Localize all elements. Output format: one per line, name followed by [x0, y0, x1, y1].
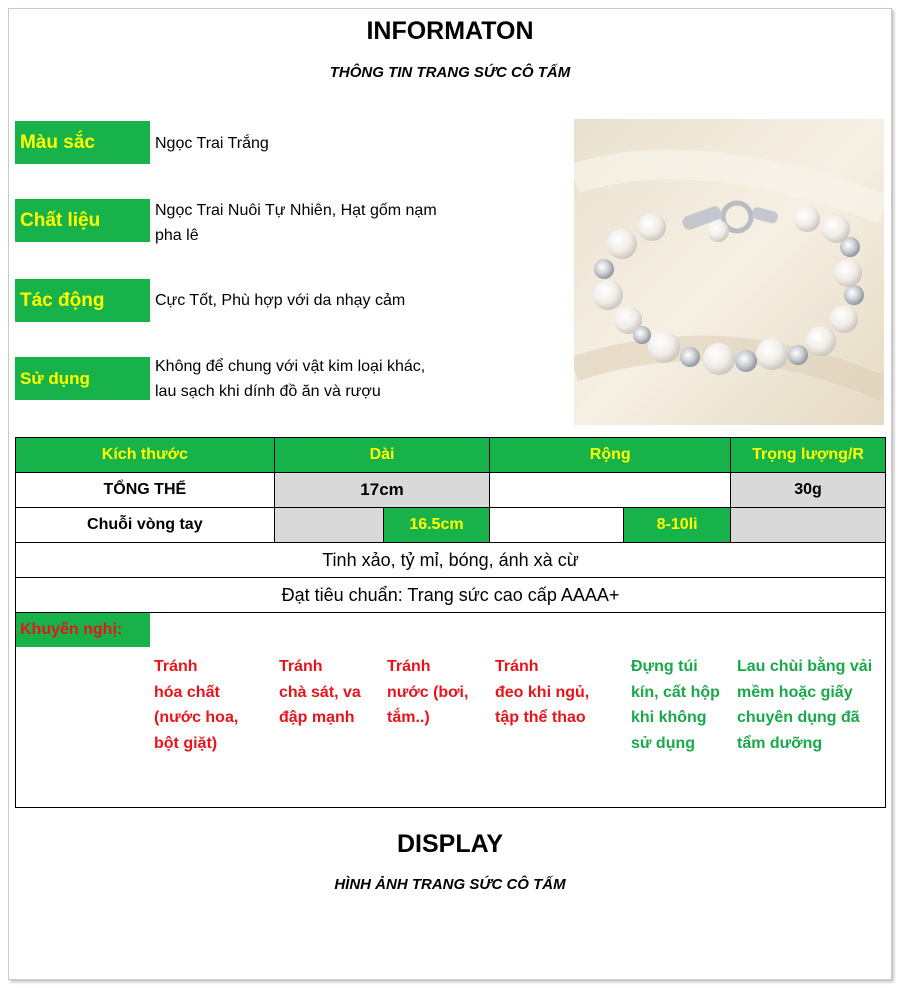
label-material: Chất liệu [15, 199, 150, 242]
advice-item-cleaning: Lau chùi bằng vải mềm hoặc giấy chuyên dụng đã tẩm dưỡng [737, 658, 873, 752]
label-usage: Sử dụng [15, 357, 150, 400]
header-size: Kích thước [16, 438, 275, 473]
spec-row-note1 [16, 543, 886, 578]
spec-row-bracelet [16, 508, 886, 543]
value-effect: Cực Tốt, Phù hợp với da nhạy cảm [155, 292, 406, 309]
bracelet-length: 16.5cm [383, 508, 490, 543]
value-usage: Không để chung với vật kim loại khác, lau sạch khi dính đồ ăn và rượu [155, 358, 426, 400]
advice-item-storage: Đựng túi kín, cất hộp khi không sử dụng [631, 658, 720, 752]
overall-weight: 30g [731, 473, 886, 508]
label-color: Màu sắc [15, 121, 150, 164]
advice-item-chemicals: Tránh hóa chất (nước hoa, bột giặt) [154, 658, 239, 752]
advice-item-water: Tránh nước (bơi, tắm..) [387, 658, 469, 726]
product-photo [574, 119, 884, 425]
advice-label: Khuyến nghị: [16, 613, 150, 647]
page-subtitle: THÔNG TIN TRANG SỨC CÔ TẤM [329, 64, 571, 81]
spec-table [15, 437, 886, 613]
bracelet-width-blank [490, 508, 624, 543]
header-width: Rộng [490, 438, 731, 473]
overall-width [490, 473, 731, 508]
display-title: DISPLAY [396, 830, 504, 858]
advice-item-sleep: Tránh đeo khi ngủ, tập thể thao [495, 658, 590, 726]
bracelet-label: Chuỗi vòng tay [16, 508, 275, 543]
overall-length: 17cm [274, 473, 490, 508]
bracelet-width: 8-10li [624, 508, 731, 543]
label-effect: Tác động [15, 279, 150, 322]
header-length: Dài [274, 438, 490, 473]
overall-label: TỔNG THỂ [16, 473, 275, 508]
display-subtitle: HÌNH ẢNH TRANG SỨC CÔ TẤM [334, 876, 566, 893]
standard-note: Đạt tiêu chuẩn: Trang sức cao cấp AAAA+ [16, 578, 886, 613]
advice-item-impact: Tránh chà sát, va đập mạnh [279, 658, 361, 726]
value-material: Ngọc Trai Nuôi Tự Nhiên, Hạt gốm nạm pha lê [155, 202, 437, 244]
bracelet-length-blank [274, 508, 383, 543]
page-title: INFORMATON [366, 17, 534, 45]
spec-header-row [16, 438, 886, 473]
bracelet-weight-blank [731, 508, 886, 543]
spec-row-note2 [16, 578, 886, 613]
quality-note: Tinh xảo, tỷ mỉ, bóng, ánh xà cừ [16, 543, 886, 578]
value-color: Ngọc Trai Trắng [155, 135, 269, 152]
spec-row-overall [16, 473, 886, 508]
header-weight: Trọng lượng/R [731, 438, 886, 473]
